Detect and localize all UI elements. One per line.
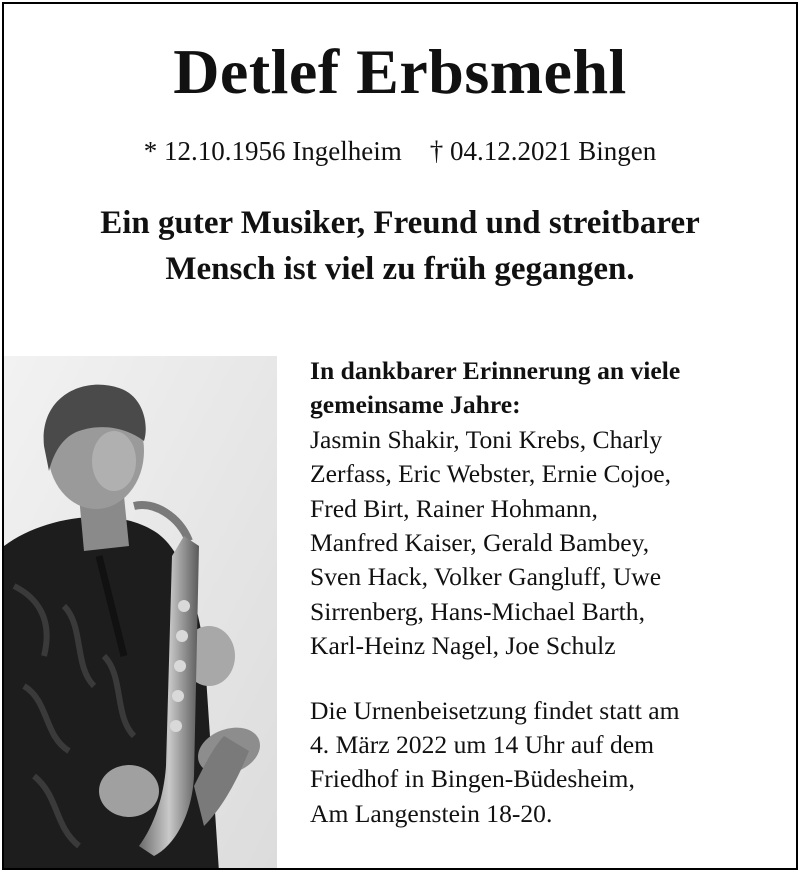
motto-line: Ein guter Musiker, Freund und streitbarer	[100, 205, 700, 241]
mourners-line: Sirrenberg, Hans-Michael Barth,	[310, 596, 645, 626]
mourners-line: Zerfass, Eric Webster, Ernie Cojoe,	[310, 459, 672, 489]
mourners-list	[310, 423, 780, 664]
obituary-notice	[2, 2, 798, 870]
burial-line: 4. März 2022 um 14 Uhr auf dem	[310, 730, 655, 760]
dedication-heading	[310, 354, 780, 423]
burial-info	[310, 694, 780, 832]
burial-line: Die Urnenbeisetzung findet statt am	[310, 695, 680, 725]
life-dates	[4, 134, 796, 168]
mourners-line: Sven Hack, Volker Gangluff, Uwe	[310, 562, 662, 592]
memorial-text	[310, 354, 780, 831]
deceased-name: Detlef Erbsmehl	[173, 36, 627, 107]
mourners-line: Karl-Heinz Nagel, Joe Schulz	[310, 631, 616, 661]
saxophone-player-photo	[4, 356, 277, 870]
dedication-line: gemeinsame Jahre:	[310, 390, 521, 420]
mourners-line: Jasmin Shakir, Toni Krebs, Charly	[310, 424, 663, 454]
dedication-line: In dankbarer Erinnerung an viele	[310, 356, 681, 385]
birth-date: * 12.10.1956 Ingelheim	[143, 136, 402, 166]
mourners-line: Manfred Kaiser, Gerald Bambey,	[310, 528, 650, 558]
motto-text	[24, 200, 776, 292]
death-date: † 04.12.2021 Bingen	[429, 136, 657, 166]
burial-line: Am Langenstein 18-20.	[310, 798, 553, 828]
burial-line: Friedhof in Bingen-Büdesheim,	[310, 764, 635, 794]
mourners-line: Fred Birt, Rainer Hohmann,	[310, 493, 598, 523]
photo-illustration	[4, 356, 277, 870]
motto-line: Mensch ist viel zu früh gegangen.	[165, 251, 635, 287]
